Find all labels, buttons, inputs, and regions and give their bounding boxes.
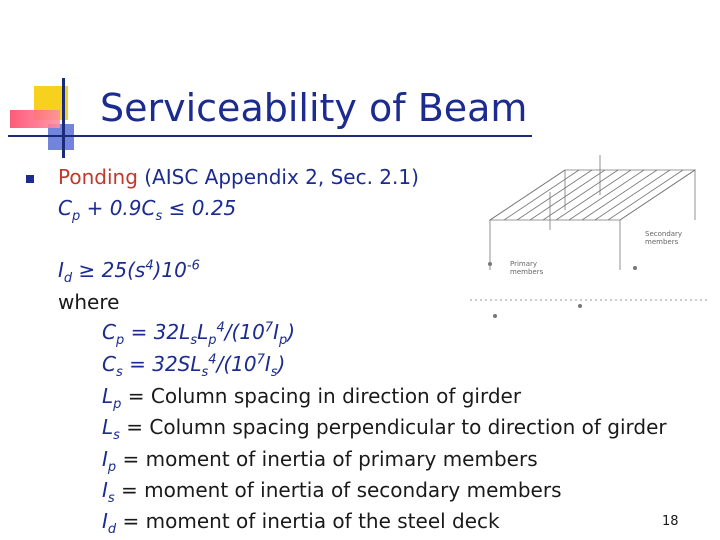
ponding-heading: [58, 165, 419, 189]
ponding-term: Ponding: [58, 165, 138, 189]
red-bar: [10, 110, 60, 128]
vertical-rule: [62, 78, 65, 158]
definition-ip: $I_p$ = moment of inertia of primary members: [102, 447, 538, 475]
definition-ls: $L_s$ = Column spacing perpendicular to direction of girder: [102, 415, 667, 443]
definition-id: $I_d$ = moment of inertia of the steel deck: [102, 509, 500, 537]
where-label: where: [58, 290, 120, 314]
definition-is: $I_s$ = moment of inertia of secondary members: [102, 478, 562, 506]
primary-member-right: [620, 170, 695, 220]
roof-panel-outline: [490, 170, 695, 220]
definition-lp: $L_p$ = Column spacing in direction of girder: [102, 384, 522, 412]
ponding-reference: (AISC Appendix 2, Sec. 2.1): [137, 165, 419, 189]
title-underline: [62, 135, 532, 137]
definition-cp: $C_p = 32L_sL_p^4/(10^7I_p)$: [102, 320, 296, 348]
definition-cs: $C_s = 32SL_s^4/(10^7I_s)$: [102, 352, 286, 380]
page-number: 18: [662, 514, 679, 529]
ponding-roof-framing-diagram: [470, 150, 712, 322]
primary-members-label: Primary members: [510, 260, 544, 276]
bullet-square-icon: [26, 175, 34, 183]
slide-title: Serviceability of Beam: [100, 86, 528, 130]
deck-inertia-formula: $I_d \ge 25(s^4)10^{-6}$: [58, 258, 200, 286]
secondary-members-label: Secondary members: [645, 230, 683, 246]
ponding-formula: $C_p + 0.9C_s \le 0.25$: [58, 196, 237, 224]
slide-logo-decoration: [8, 78, 100, 164]
